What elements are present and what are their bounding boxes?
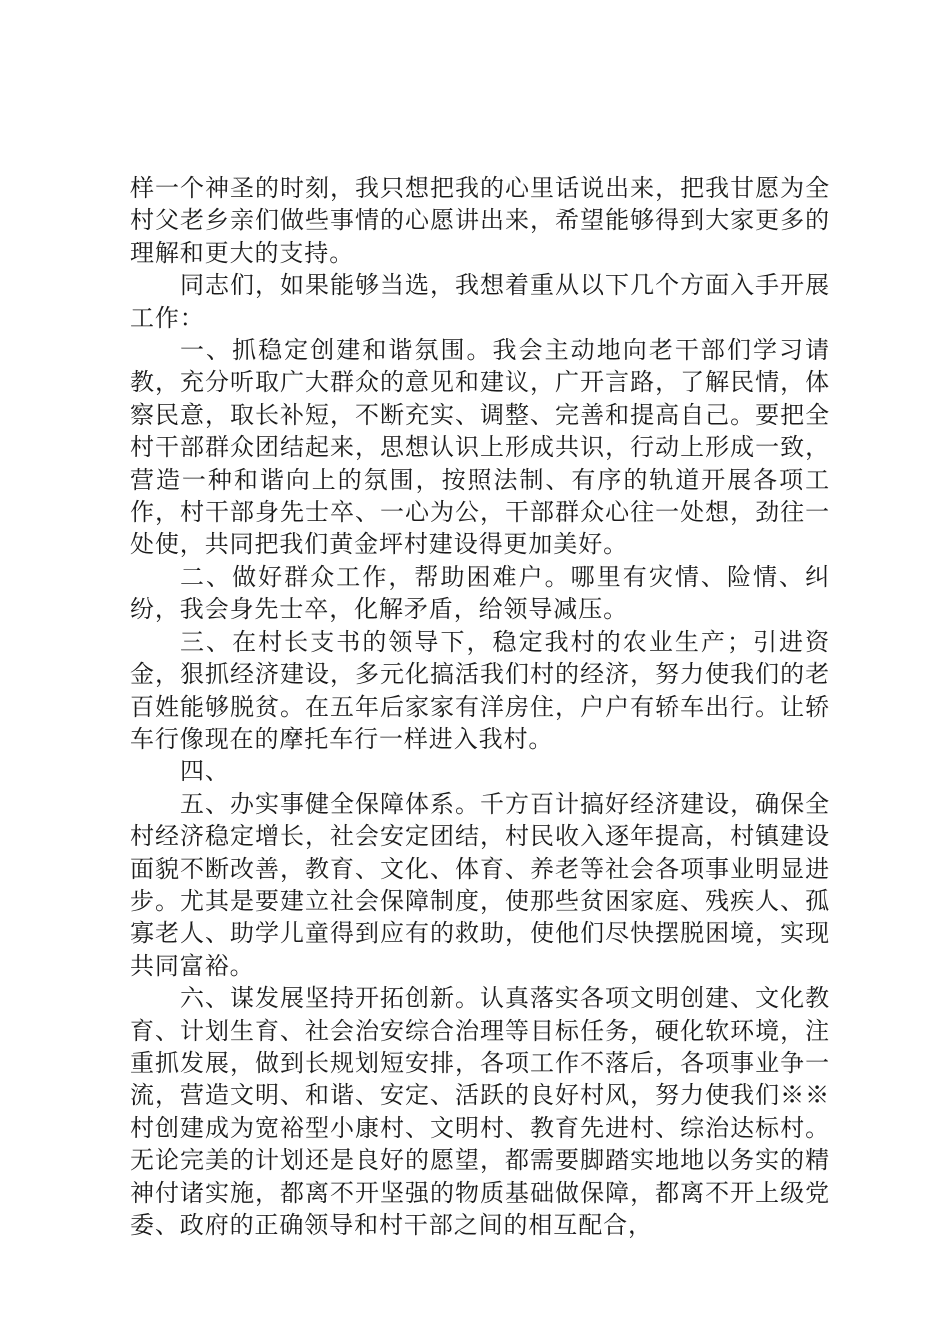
paragraph-point-4: 四、 (180, 757, 230, 786)
paragraph-intro: 同志们，如果能够当选，我想着重从以下几个方面入手开展工作： (130, 271, 830, 332)
paragraph-point-3: 三、在村长支书的领导下，稳定我村的农业生产；引进资金，狠抓经济建设，多元化搞活我们村的经济，努力使我们的老百姓能够脱贫。在五年后家家有洋房住，户户有轿车出行。让轿车行像现在的摩托车行一样进入我村。 (130, 627, 830, 753)
paragraph-point-6: 六、谋发展坚持开拓创新。认真落实各项文明创建、文化教育、计划生育、社会治安综合治理等目标任务，硬化软环境，注重抓发展，做到长规划短安排，各项工作不落后，各项事业争一流，营造文明、和谐、安定、活跃的良好村风，努力使我们※※村创建成为宽裕型小康村、文明村、教育先进村、综治达标村。无论完美的计划还是良好的愿望，都需要脚踏实地地以务实的精神付诸实施，都离不开坚强的物质基础做保障，都离不开上级党委、政府的正确领导和村干部之间的相互配合， (130, 984, 830, 1239)
paragraph-continuation: 样一个神圣的时刻，我只想把我的心里话说出来，把我甘愿为全村父老乡亲们做些事情的心愿讲出来，希望能够得到大家更多的理解和更大的支持。 (130, 174, 830, 267)
paragraph-point-2: 二、做好群众工作，帮助困难户。哪里有灾情、险情、纠纷，我会身先士卒，化解矛盾，给领导减压。 (130, 562, 830, 624)
document-body (130, 172, 830, 1241)
paragraph-point-5: 五、办实事健全保障体系。千方百计搞好经济建设，确保全村经济稳定增长，社会安定团结，村民收入逐年提高，村镇建设面貌不断改善，教育、文化、体育、养老等社会各项事业明显进步。尤其是要建立社会保障制度，使那些贫困家庭、残疾人、孤寡老人、助学儿童得到应有的救助，使他们尽快摆脱困境，实现共同富裕。 (130, 789, 830, 980)
paragraph-point-1: 一、抓稳定创建和谐氛围。我会主动地向老干部们学习请教，充分听取广大群众的意见和建议，广开言路，了解民情，体察民意，取长补短，不断充实、调整、完善和提高自己。要把全村干部群众团结起来，思想认识上形成共识，行动上形成一致，营造一种和谐向上的氛围，按照法制、有序的轨道开展各项工作，村干部身先士卒、一心为公，干部群众心往一处想，劲往一处使，共同把我们黄金坪村建设得更加美好。 (130, 336, 830, 559)
